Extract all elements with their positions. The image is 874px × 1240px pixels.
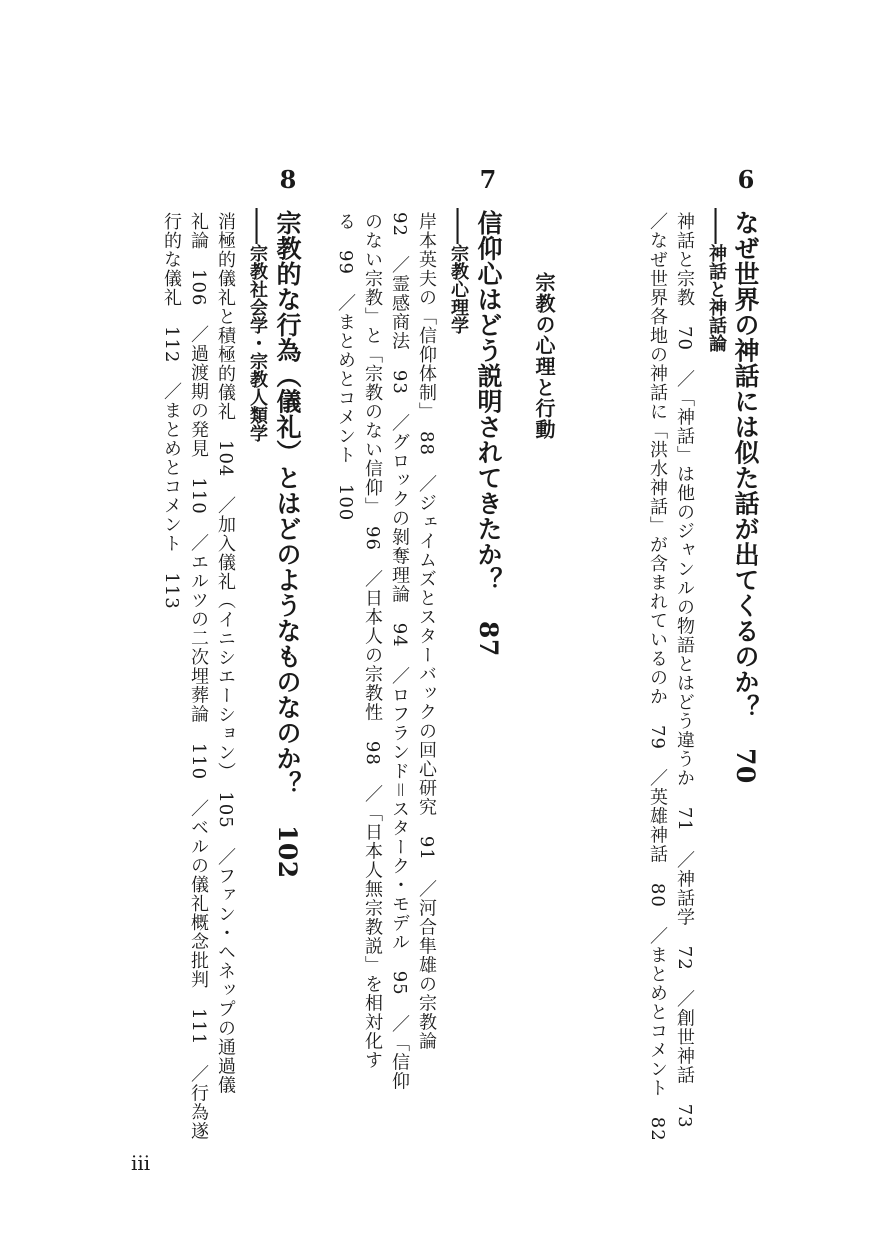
- chapter-8-title-text: 宗教的な行為（儀礼）とはどのようなものなのか？: [273, 210, 302, 797]
- chapter-6-line-2: ／なぜ世界各地の神話に「洪水神話」が含まれているのか 79 ／英雄神話 80 ／まとめとコメント 82: [647, 212, 668, 1142]
- chapter-7-line-2: 92 ／霊感商法 93 ／グロックの剝奪理論 94 ／ロフランド＝スターク・モデル 95 ／「信仰: [389, 212, 410, 1091]
- chapter-7-line-1: 岸本英夫の「信仰体制」 88 ／ジェイムズとスターバックの回心研究 91 ／河合隼雄の宗教論: [416, 212, 437, 1051]
- chapter-7-line-3: のない宗教」と「宗教のない信仰」 96 ／日本人の宗教性 98 ／「日本人無宗教説」を相対化す: [362, 212, 383, 1070]
- chapter-8-number: 8: [279, 165, 297, 194]
- chapter-6-line-1: 神話と宗教 70 ／「神話」は他のジャンルの物語とはどう違うか 71 ／神話学 72 ／創世神話 73: [674, 212, 695, 1129]
- chapter-6-number: 6: [737, 165, 755, 194]
- chapter-6-title-text: なぜ世界の神話には似た話が出てくるのか？: [731, 210, 760, 720]
- chapter-8-subtitle: ――宗教社会学・宗教人類学: [247, 208, 268, 442]
- chapter-8-line-2: 礼論 106 ／過渡期の発見 110 ／エルツの二次埋葬論 110 ／ベルの儀礼概念批判 111 ／行為遂: [188, 212, 209, 1141]
- chapter-7-title[interactable]: [473, 210, 503, 656]
- chapter-7-line-4: る 99 ／まとめとコメント 100: [335, 212, 356, 522]
- page-number: iii: [131, 1151, 151, 1175]
- chapter-6-title[interactable]: [730, 210, 760, 784]
- chapter-6-subtitle: ――神話と神話論: [706, 208, 727, 352]
- chapter-8-title-page: 102: [273, 824, 302, 879]
- chapter-6-title-page: 70: [731, 748, 760, 784]
- chapter-7-title-page: 87: [474, 620, 503, 657]
- chapter-7-title-text: 信仰心はどう説明されてきたか？: [474, 210, 503, 593]
- chapter-7-subtitle: ――宗教心理学: [448, 208, 469, 334]
- chapter-7-number: 7: [479, 165, 497, 194]
- chapter-8-line-3: 行的な儀礼 112 ／まとめとコメント 113: [161, 212, 182, 610]
- section-heading: 宗教の心理と行動: [532, 272, 556, 440]
- chapter-8-title[interactable]: [272, 210, 302, 878]
- chapter-8-line-1: 消極的儀礼と積極的儀礼 104 ／加入儀礼（イニシエーション） 105 ／ファン・ヘネップの通過儀: [215, 212, 236, 1095]
